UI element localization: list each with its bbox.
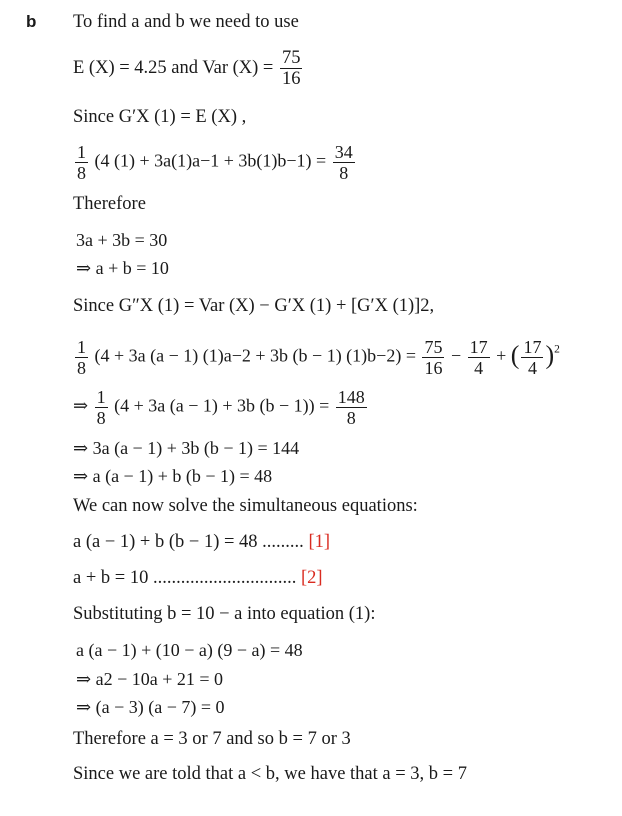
conclusion-text: Since we are told that a < b, we have that a = 3, b = 7 bbox=[73, 764, 467, 784]
eq1-body: (4 (1) + 3a(1)a−1 + 3b(1)b−1) = bbox=[94, 150, 327, 171]
eq4-plus: + bbox=[496, 345, 507, 366]
substitution-text: Substituting b = 10 − a into equation (1): bbox=[73, 604, 376, 624]
equation-tag-2: [2] bbox=[300, 568, 323, 588]
equation-8: a (a − 1) + (10 − a) (9 − a) = 48 bbox=[76, 640, 303, 660]
eq5-arrow: ⇒ bbox=[73, 395, 89, 416]
eq4-body: (4 + 3a (a − 1) (1)a−2 + 3b (b − 1) (1)b−2) = bbox=[94, 345, 416, 366]
and-word: and bbox=[171, 57, 199, 78]
moments-line bbox=[73, 48, 304, 89]
intro-text: To find a and b we need to use bbox=[73, 12, 299, 32]
simultaneous-eq-2 bbox=[73, 567, 323, 589]
var-prefix: Var (X) = bbox=[202, 57, 274, 78]
eq4-frac-1: $\frac{75}{16}$ bbox=[424, 337, 443, 378]
ex-value: E (X) = 4.25 bbox=[73, 57, 167, 78]
sim1-equation: a (a − 1) + b (b − 1) = 48 ......... bbox=[73, 532, 304, 552]
simultaneous-text: We can now solve the simultaneous equations: bbox=[73, 496, 418, 516]
equation-3: ⇒ a + b = 10 bbox=[76, 258, 169, 278]
equation-5 bbox=[73, 387, 369, 428]
eq5-fraction: $\frac{1}{8}$ bbox=[96, 387, 106, 428]
equation-7: ⇒ a (a − 1) + b (b − 1) = 48 bbox=[73, 466, 273, 486]
equation-6: ⇒ 3a (a − 1) + 3b (b − 1) = 144 bbox=[73, 438, 300, 458]
eq1-rhs: $\frac{34}{8}$ bbox=[334, 142, 353, 183]
eq1-fraction: $\frac{1}{8}$ bbox=[77, 142, 86, 183]
simultaneous-eq-1 bbox=[73, 531, 330, 553]
equation-1 bbox=[73, 142, 357, 183]
equation-10: ⇒ (a − 3) (a − 7) = 0 bbox=[76, 697, 225, 717]
eq4-minus: − bbox=[450, 345, 462, 366]
equation-2: 3a + 3b = 30 bbox=[76, 230, 168, 250]
equation-4: $\frac{1}{8}$ (4 + 3a (a − 1) (1)a−2 + 3b (b − 1) (1)b−2) = $\frac{75}{16}$ − $\frac{17}{4}$ + ( $\frac{17}{4}$ )$^2$ bbox=[77, 337, 560, 378]
therefore-result: Therefore a = 3 or 7 and so b = 7 or 3 bbox=[73, 729, 351, 749]
since-line-2: Since G″X (1) = Var (X) − G′X (1) + [G′X (1)]2, bbox=[73, 296, 435, 316]
eq4-frac-3: $\frac{17}{4}$ bbox=[523, 337, 542, 378]
eq5-rhs: $\frac{148}{8}$ bbox=[337, 387, 365, 428]
part-label: b bbox=[26, 12, 37, 31]
var-fraction: $\frac{75}{16}$ bbox=[281, 48, 301, 89]
eq5-body: (4 + 3a (a − 1) + 3b (b − 1)) = bbox=[114, 395, 330, 416]
eq4-fraction: $\frac{1}{8}$ bbox=[77, 337, 86, 378]
eq4-power: 2 bbox=[554, 343, 560, 356]
equation-tag-1: [1] bbox=[308, 532, 331, 552]
sim2-equation: a + b = 10 ............................... bbox=[73, 568, 297, 588]
eq4-frac-2: $\frac{17}{4}$ bbox=[469, 337, 488, 378]
equation-9: ⇒ a2 − 10a + 21 = 0 bbox=[76, 669, 224, 689]
since-line-1: Since G′X (1) = E (X) , bbox=[73, 107, 247, 127]
therefore-text: Therefore bbox=[73, 194, 146, 214]
